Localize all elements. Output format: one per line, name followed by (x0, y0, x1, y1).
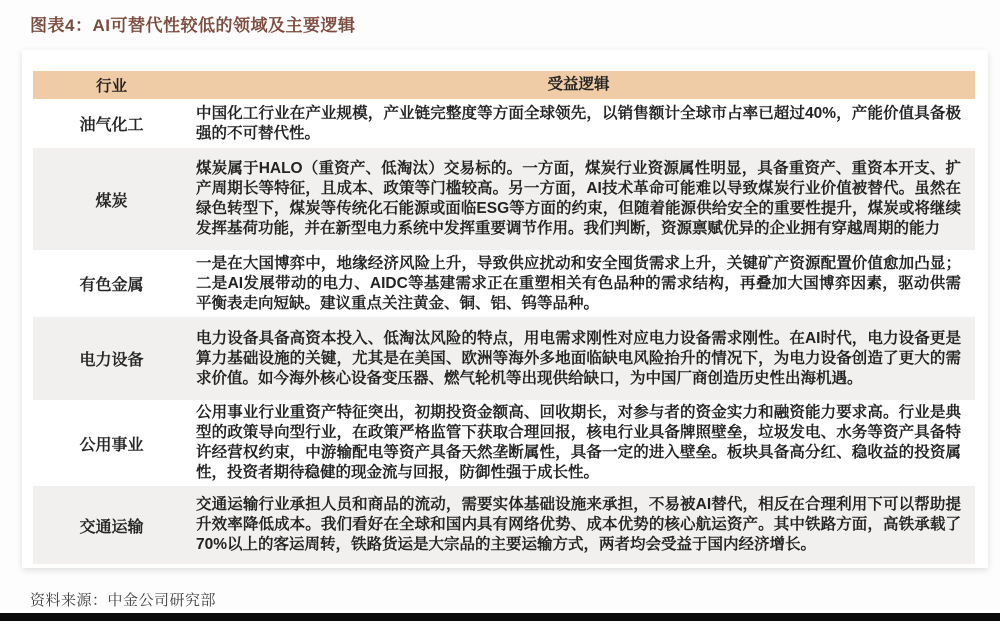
industry-label: 油气化工 (79, 117, 144, 134)
header-logic-label: 受益逻辑 (547, 76, 610, 93)
logic-text: 公用事业行业重资产特征突出，初期投资金额高、回收期长，对参与者的资金实力和融资能力要求高。行业是典型的政策导向型行业，在政策严格监管下获取合理回报，核电行业具备牌照壁垒，垃圾发电、水务等资产具备特许经营权约束，中游输配电等资产具备天然垄断属性，具备一定的进入壁垒。板块具备高分红、稳收益的投资属性，投资者期待稳健的现金流与回报，防御性强于成长性。 (196, 404, 961, 481)
logic-cell (190, 317, 975, 400)
table-row (33, 317, 975, 400)
header-industry: 行业 (95, 78, 127, 95)
table-row (33, 148, 975, 250)
industry-label: 电力设备 (79, 352, 144, 369)
logic-text: 煤炭属于HALO（重资产、低淘汰）交易标的。一方面，煤炭行业资源属性明显，具备重资产、重资本开支、扩产周期长等特征，且成本、政策等门槛较高。另一方面，AI技术革命可能难以导致煤炭行业价值被替代。虽然在绿色转型下，煤炭等传统化石能源或面临ESG等方面的约束，但随着能源供给安全的重要性提升，煤炭或将继续发挥基荷功能，并在新型电力系统中发挥重要调节作用。我们判断，资源禀赋优异的企业拥有穿越周期的能力 (196, 160, 961, 237)
table-row (33, 250, 975, 317)
industry-label: 煤炭 (95, 192, 128, 210)
industry-label: 有色金属 (79, 277, 144, 294)
table-header-row (33, 71, 975, 99)
logic-cell (190, 148, 975, 250)
industry-logic-table (33, 71, 975, 564)
industry-label: 公用事业 (79, 436, 144, 454)
page-bottom-divider (0, 613, 1000, 621)
logic-cell (190, 400, 975, 486)
logic-cell (190, 99, 975, 148)
table-row (33, 400, 975, 486)
table-row (33, 486, 975, 564)
logic-text: 电力设备具备高资本投入、低淘汰风险的特点，用电需求刚性对应电力设备需求刚性。在AI时代，电力设备更是算力基础设施的关键，尤其是在美国、欧洲等海外多地面临缺电风险抬升的情况下，为电力设备创造了更大的需求价值。如今海外核心设备变压器、燃气轮机等出现供给缺口，为中国厂商创造历史性出海机遇。 (196, 329, 961, 387)
table-row (33, 99, 975, 148)
header-logic (190, 71, 975, 99)
logic-cell (190, 250, 975, 317)
logic-text: 一是在大国博弈中，地缘经济风险上升，导致供应扰动和安全囤货需求上升，关键矿产资源配置价值愈加凸显；二是AI发展带动的电力、AIDC等基建需求正在重塑相关有色品种的需求结构，再叠加大国博弈因素，驱动供需平衡表走向短缺。建议重点关注黄金、铜、铝、钨等品种。 (196, 254, 961, 312)
logic-text: 中国化工行业在产业规模，产业链完整度等方面全球领先，以销售额计全球市占率已超过40%，产能价值具备极强的不可替代性。 (196, 104, 961, 142)
logic-cell (190, 486, 975, 564)
industry-label: 交通运输 (79, 518, 144, 536)
figure-title: 图表4：AI可替代性较低的领域及主要逻辑 (30, 16, 356, 35)
logic-text: 交通运输行业承担人员和商品的流动，需要实体基础设施来承担，不易被AI替代，相反在合理利用下可以帮助提升效率降低成本。我们看好在全球和国内具有网络优势、成本优势的核心航运资产。其中铁路方面，高铁承载了70%以上的客运周转，铁路货运是大宗品的主要运输方式，两者均会受益于国内经济增长。 (196, 496, 961, 553)
source-attribution: 资料来源：中金公司研究部 (30, 592, 217, 609)
